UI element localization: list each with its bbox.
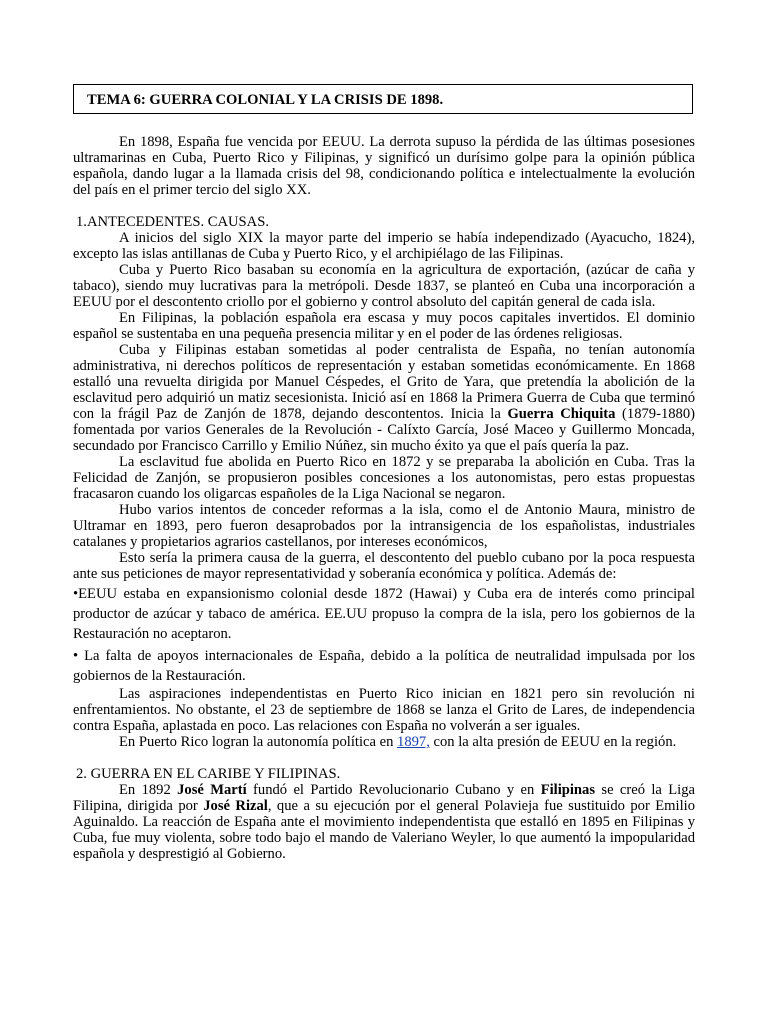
document-body: [73, 134, 695, 862]
paragraph: Las aspiraciones independentistas en Puerto Rico inician en 1821 pero sin revolución ni enfrentamientos. No obstante, el 23 de septiembre de 1868 se lanza el Grito de Lares, de independencia contra España, aplastada en poco. Las relaciones con España no volverán a ser iguales.: [73, 686, 695, 734]
paragraph: Esto sería la primera causa de la guerra, el descontento del pueblo cubano por la poca respuesta ante sus peticiones de mayor representatividad y soberanía económica y política. Además de:: [73, 550, 695, 582]
bullet-item: •EEUU estaba en expansionismo colonial desde 1872 (Hawai) y Cuba era de interés como principal productor de azúcar y tabaco de américa. EE.UU propuso la compra de la isla, pero los gobiernos de la Restauración no aceptaron.: [73, 586, 695, 642]
section-heading-guerra: 2. GUERRA EN EL CARIBE Y FILIPINAS.: [76, 766, 341, 782]
text-run: En 1892: [119, 782, 178, 798]
paragraph: [73, 782, 695, 862]
text-run: fundó el Partido Revolucionario Cubano y en: [246, 782, 541, 798]
intro-paragraph: En 1898, España fue vencida por EEUU. La derrota supuso la pérdida de las últimas posesiones ultramarinas en Cuba, Puerto Rico y Filipinas, y significó un durísimo golpe para la opinión pública española, dando lugar a la llamada crisis del 98, condicionando política e intelectualmente la evolución del país en el primer tercio del siglo XX.: [73, 134, 695, 198]
paragraph: La esclavitud fue abolida en Puerto Rico en 1872 y se preparaba la abolición en Cuba. Tras la Felicidad de Zanjón, se propusieron posibles concesiones a los autonomistas, pero estas propuestas fracasaron cuando los oligarcas españoles de la Liga Nacional se negaron.: [73, 454, 695, 502]
paragraph: Cuba y Puerto Rico basaban su economía en la agricultura de exportación, (azúcar de caña y tabaco), siendo muy lucrativas para la metrópoli. Desde 1837, se planteó en Cuba una incorporación a EEUU por el descontento criollo por el gobierno y control absoluto del capitán general de cada isla.: [73, 262, 695, 310]
text-run: (1879-1880) fomentada por varios Generales de la Revolución - Calíxto García, José Maceo y Guillermo Moncada, secundado por Francisco Carrillo y Emilio Núñez, sin mucho éxito ya que el país quería la paz.: [73, 406, 696, 454]
bold-term: José Martí: [177, 782, 247, 798]
paragraph: [73, 734, 695, 750]
text-run: En Puerto Rico logran la autonomía política en: [119, 734, 398, 750]
bold-term: Guerra Chiquita: [507, 406, 616, 422]
bold-term: Filipinas: [540, 782, 596, 798]
bold-term: José Rizal: [203, 798, 268, 814]
text-run: se creó la Liga Filipina, dirigida por: [73, 782, 695, 814]
text-run: con la alta presión de EEUU en la región.: [429, 734, 677, 750]
year-link[interactable]: 1897,: [397, 734, 430, 750]
page-title: TEMA 6: GUERRA COLONIAL Y LA CRISIS DE 1898.: [73, 84, 693, 114]
paragraph: Hubo varios intentos de conceder reformas a la isla, como el de Antonio Maura, ministro de Ultramar en 1893, pero fueron desaprobados por la intransigencia de los españolistas, industriales catalanes y propietarios agrarios castellanos, por intereses económicos,: [73, 502, 695, 550]
paragraph: En Filipinas, la población española era escasa y muy pocos capitales invertidos. El dominio español se sustentaba en una pequeña presencia militar y en el poder de las órdenes religiosas.: [73, 310, 695, 342]
text-run: , que a su ejecución por el general Polavieja fue sustituido por Emilio Aguinaldo. La reacción de España ante el movimiento independentista que estalló en 1895 en Filipinas y Cuba, fue muy violenta, sobre todo bajo el mando de Valeriano Weyler, lo que aumentó la impopularidad española y desprestigió al Gobierno.: [73, 798, 695, 862]
paragraph: A inicios del siglo XIX la mayor parte del imperio se había independizado (Ayacucho, 1824), excepto las islas antillanas de Cuba y Puerto Rico, y el archipiélago de las Filipinas.: [73, 230, 695, 262]
section-heading-antecedentes: 1.ANTECEDENTES. CAUSAS.: [76, 214, 269, 230]
bullet-item: • La falta de apoyos internacionales de España, debido a la política de neutralidad impulsada por los gobiernos de la Restauración.: [73, 648, 695, 684]
text-run: Cuba y Filipinas estaban sometidas al poder centralista de España, no tenían autonomía administrativa, ni derechos políticos de representación y estaban sometidas económicamente. En 1868 estalló una revuelta dirigida por Manuel Céspedes, el Grito de Yara, que pretendía la abolición de la esclavitud pero adquirió un matiz secesionista. Inició así en 1868 la Primera Guerra de Cuba que terminó con la frágil Paz de Zanjón de 1878, dejando descontentos. Inicia la: [73, 342, 695, 422]
paragraph: [73, 342, 695, 454]
